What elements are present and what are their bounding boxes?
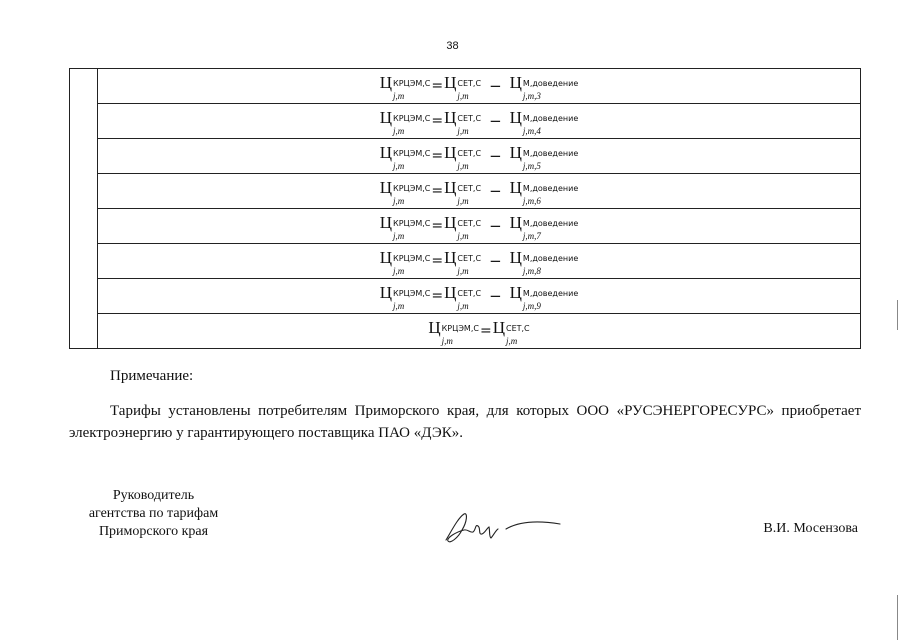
table-row: [70, 69, 861, 104]
formula-table-body: [70, 69, 861, 349]
symbol-scripts: [393, 253, 431, 276]
subscript: j,m: [457, 160, 469, 171]
formula-term: [510, 74, 579, 99]
formula: [380, 144, 578, 169]
minus-sign: −: [489, 146, 502, 165]
subscript: j,m: [457, 265, 469, 276]
formula-term: [380, 74, 431, 99]
superscript: КРЦЭМ,С: [393, 253, 431, 263]
formula-term: [444, 249, 481, 274]
formula-cell: [98, 314, 861, 349]
formula-term: [380, 214, 431, 239]
symbol-base: Ц: [444, 212, 457, 232]
formula-term: [444, 144, 481, 169]
superscript: М,доведение: [522, 113, 579, 123]
symbol-scripts: [522, 288, 579, 311]
formula-term: [510, 109, 579, 134]
blank-cell: [70, 174, 98, 209]
minus-sign: −: [489, 181, 502, 200]
table-row: [70, 209, 861, 244]
symbol-scripts: [441, 323, 479, 346]
formula-term: [380, 284, 431, 309]
symbol-base: Ц: [444, 72, 457, 92]
superscript: КРЦЭМ,С: [393, 218, 431, 228]
table-row: [70, 139, 861, 174]
formula-term: [380, 109, 431, 134]
symbol-base: Ц: [509, 177, 522, 197]
superscript: КРЦЭМ,С: [393, 288, 431, 298]
symbol-base: Ц: [444, 142, 457, 162]
formula: [380, 179, 578, 204]
superscript: М,доведение: [522, 78, 579, 88]
symbol-base: Ц: [509, 142, 522, 162]
blank-cell: [70, 209, 98, 244]
note-title: Примечание:: [110, 368, 194, 384]
symbol-scripts: [457, 148, 482, 171]
blank-cell: [70, 314, 98, 349]
subscript: j,m: [457, 300, 469, 311]
formula-cell: [98, 104, 861, 139]
table-row: [70, 174, 861, 209]
superscript: КРЦЭМ,С: [393, 113, 431, 123]
superscript: М,доведение: [522, 288, 579, 298]
table-row: [70, 279, 861, 314]
symbol-scripts: [522, 183, 579, 206]
formula-term: [428, 319, 479, 344]
formula-term: [510, 179, 579, 204]
symbol-scripts: [457, 113, 482, 136]
equals-sign: =: [431, 183, 444, 199]
superscript: КРЦЭМ,С: [393, 78, 431, 88]
blank-cell: [70, 279, 98, 314]
symbol-scripts: [457, 218, 482, 241]
subscript: j,m,4: [522, 125, 541, 136]
formula-term: [444, 214, 481, 239]
subscript: j,m,3: [522, 90, 541, 101]
symbol-base: Ц: [444, 177, 457, 197]
table-row: [70, 314, 861, 349]
superscript: КРЦЭМ,С: [393, 183, 431, 193]
symbol-scripts: [522, 253, 579, 276]
symbol-base: Ц: [428, 317, 441, 337]
superscript: СЕТ,С: [457, 288, 482, 298]
equals-sign: =: [479, 323, 492, 339]
formula: [380, 284, 578, 309]
symbol-scripts: [393, 288, 431, 311]
symbol-scripts: [393, 113, 431, 136]
equals-sign: =: [431, 113, 444, 129]
symbol-scripts: [522, 113, 579, 136]
symbol-scripts: [393, 218, 431, 241]
symbol-base: Ц: [379, 177, 393, 197]
formula-cell: [98, 279, 861, 314]
superscript: СЕТ,С: [457, 78, 482, 88]
symbol-scripts: [393, 78, 431, 101]
signer-title-line: агентства по тарифам: [88, 506, 219, 521]
symbol-base: Ц: [444, 107, 457, 127]
superscript: СЕТ,С: [457, 253, 482, 263]
formula: [380, 109, 578, 134]
superscript: КРЦЭМ,С: [441, 323, 479, 333]
superscript: СЕТ,С: [505, 323, 530, 333]
signer-title-line: Приморского края: [98, 524, 209, 539]
superscript: СЕТ,С: [457, 148, 482, 158]
superscript: СЕТ,С: [457, 183, 482, 193]
subscript: j,m,5: [522, 160, 541, 171]
blank-cell: [70, 104, 98, 139]
formula-cell: [98, 69, 861, 104]
equals-sign: =: [431, 78, 444, 94]
formula: [380, 74, 578, 99]
formula-cell: [98, 174, 861, 209]
symbol-base: Ц: [379, 72, 393, 92]
blank-cell: [70, 139, 98, 174]
symbol-base: Ц: [509, 212, 522, 232]
formula-term: [380, 144, 431, 169]
subscript: j,m: [457, 90, 469, 101]
blank-cell: [70, 244, 98, 279]
symbol-base: Ц: [509, 107, 522, 127]
symbol-base: Ц: [379, 142, 393, 162]
blank-cell: [70, 69, 98, 104]
superscript: СЕТ,С: [457, 113, 482, 123]
subscript: j,m: [393, 125, 405, 136]
formula-term: [444, 284, 481, 309]
symbol-scripts: [505, 323, 530, 346]
symbol-base: Ц: [509, 247, 522, 267]
table-row: [70, 244, 861, 279]
symbol-base: Ц: [379, 107, 393, 127]
equals-sign: =: [431, 218, 444, 234]
symbol-base: Ц: [444, 247, 457, 267]
symbol-base: Ц: [379, 212, 393, 232]
subscript: j,m: [457, 230, 469, 241]
formula-term: [444, 109, 481, 134]
symbol-base: Ц: [379, 247, 393, 267]
symbol-scripts: [522, 78, 579, 101]
formula: [428, 319, 529, 344]
formula-term: [510, 144, 579, 169]
superscript: СЕТ,С: [457, 218, 482, 228]
subscript: j,m: [505, 335, 518, 346]
formula: [380, 214, 578, 239]
formula-term: [444, 179, 481, 204]
symbol-scripts: [393, 183, 431, 206]
subscript: j,m: [457, 125, 469, 136]
page-number: 38: [446, 40, 459, 52]
equals-sign: =: [431, 253, 444, 269]
symbol-scripts: [457, 288, 482, 311]
formula-term: [510, 214, 579, 239]
superscript: М,доведение: [522, 183, 579, 193]
minus-sign: −: [489, 76, 502, 95]
subscript: j,m: [393, 230, 405, 241]
symbol-scripts: [522, 218, 579, 241]
subscript: j,m,7: [522, 230, 541, 241]
formula-term: [444, 74, 481, 99]
symbol-base: Ц: [509, 72, 522, 92]
formula-cell: [98, 244, 861, 279]
minus-sign: −: [489, 216, 502, 235]
symbol-scripts: [457, 253, 482, 276]
subscript: j,m,8: [522, 265, 541, 276]
equals-sign: =: [431, 148, 444, 164]
superscript: КРЦЭМ,С: [393, 148, 431, 158]
symbol-scripts: [457, 78, 482, 101]
subscript: j,m,9: [522, 300, 541, 311]
minus-sign: −: [489, 251, 502, 270]
formula-cell: [98, 139, 861, 174]
symbol-base: Ц: [379, 282, 393, 302]
margin-mark: [897, 595, 898, 640]
symbol-scripts: [457, 183, 482, 206]
subscript: j,m: [441, 335, 453, 346]
formula-cell: [98, 209, 861, 244]
superscript: М,доведение: [522, 148, 579, 158]
signer-title: [66, 487, 241, 541]
minus-sign: −: [489, 111, 502, 130]
subscript: j,m: [457, 195, 469, 206]
superscript: М,доведение: [522, 253, 579, 263]
formula-term: [510, 284, 579, 309]
table-row: [70, 104, 861, 139]
subscript: j,m: [393, 300, 405, 311]
symbol-scripts: [522, 148, 579, 171]
subscript: j,m: [393, 160, 405, 171]
subscript: j,m: [393, 90, 405, 101]
signer-title-line: Руководитель: [112, 488, 195, 503]
superscript: М,доведение: [522, 218, 579, 228]
formula-term: [380, 249, 431, 274]
note-text: Тарифы установлены потребителям Приморского края, для которых ООО «РУСЭНЕРГОРЕСУРС» приобретает электроэнергию у гарантирующего поставщика ПАО «ДЭК».: [69, 403, 861, 441]
symbol-base: Ц: [509, 282, 522, 302]
subscript: j,m,6: [522, 195, 541, 206]
equals-sign: =: [431, 288, 444, 304]
minus-sign: −: [489, 286, 502, 305]
symbol-base: Ц: [444, 282, 457, 302]
symbol-scripts: [393, 148, 431, 171]
symbol-base: Ц: [492, 317, 505, 337]
formula-table: [69, 68, 861, 349]
margin-mark: [897, 300, 898, 330]
signer-name: В.И. Мосензова: [763, 521, 858, 536]
formula-term: [510, 249, 579, 274]
subscript: j,m: [393, 265, 405, 276]
formula-term: [380, 179, 431, 204]
subscript: j,m: [393, 195, 405, 206]
formula: [380, 249, 578, 274]
signature-image: [440, 508, 565, 548]
formula-term: [493, 319, 530, 344]
